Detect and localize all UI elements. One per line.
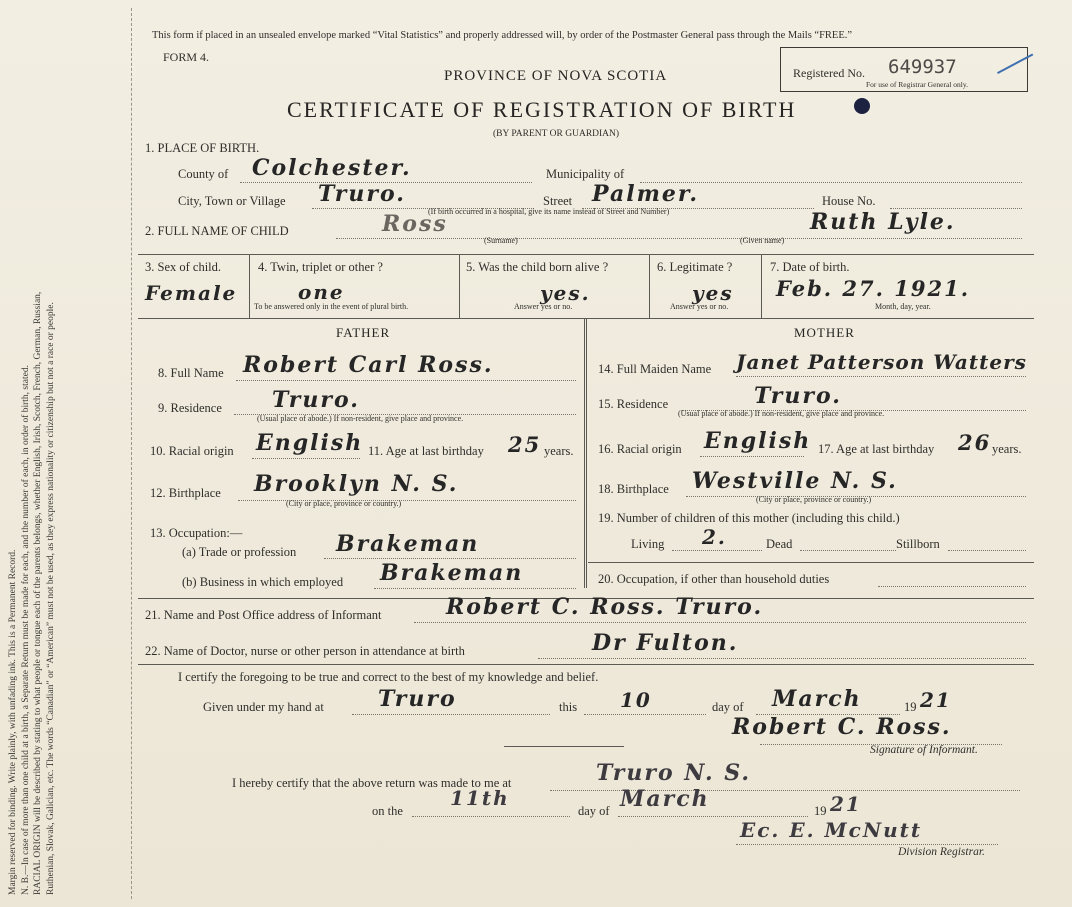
child-name-line [336, 238, 1022, 239]
mother-years: years. [992, 442, 1022, 456]
reg-month-line [618, 816, 808, 817]
given-place-line [352, 714, 550, 715]
dayof-label: day of [712, 700, 744, 714]
reg-month: March [620, 786, 710, 812]
certificate-title: CERTIFICATE OF REGISTRATION OF BIRTH [287, 97, 797, 122]
reg-place: Truro N. S. [596, 760, 752, 786]
place-of-birth-heading: 1. PLACE OF BIRTH. [145, 141, 260, 155]
reg-day-line [412, 816, 570, 817]
row-divider [138, 254, 1034, 255]
col-divider-4 [761, 254, 762, 318]
col-divider-1 [249, 254, 250, 318]
informant-signature: Robert C. Ross. [732, 714, 952, 740]
form-number: FORM 4. [163, 50, 210, 64]
mother-res: Truro. [754, 383, 842, 409]
mother-res-note: (Usual place of abode.) If non-resident, give place and province. [678, 409, 885, 418]
mother-bp: Westville N. S. [692, 468, 898, 494]
sex-label: 3. Sex of child. [145, 260, 222, 274]
parents-divider [584, 318, 587, 588]
living-value: 2. [702, 525, 727, 549]
father-bp-label: 12. Birthplace [150, 486, 221, 500]
cert-year: 21 [920, 688, 952, 712]
father-race-label: 10. Racial origin [150, 444, 234, 458]
father-res-note: (Usual place of abode.) If non-resident, give place and province. [257, 414, 464, 423]
on-the-label: on the [372, 804, 403, 818]
dead-label: Dead [766, 537, 793, 551]
father-race-line [252, 458, 360, 459]
mother-heading: MOTHER [794, 325, 855, 340]
margin-line-1: Margin reserved for binding. Write plainly, with unfading ink. This is a Permanent Record. [8, 549, 18, 895]
signature-label: Signature of Informant. [870, 744, 978, 756]
registered-number: 649937 [888, 56, 957, 78]
business-line [374, 588, 576, 589]
registrar-certify-text: I hereby certify that the above return was made to me at [232, 776, 512, 790]
certificate-subtitle: (BY PARENT OR GUARDIAN) [493, 129, 620, 139]
col-divider-3 [649, 254, 650, 318]
mother-name-label: 14. Full Maiden Name [598, 362, 712, 376]
doctor-line [538, 658, 1026, 659]
margin-line-2: N. B.—In case of more than one child at a birth, a Separate Return must be made for each, and the number of each, in order of birth, stated. [20, 365, 31, 895]
mother-age: 26 [958, 430, 992, 455]
given-place: Truro [378, 686, 457, 712]
mother-race-line [700, 456, 804, 457]
binding-margin-line [131, 8, 132, 899]
twin-label: 4. Twin, triplet or other ? [258, 260, 383, 274]
reg-day: 11th [450, 786, 510, 810]
trade-value: Brakeman [336, 531, 480, 557]
reg-year: 21 [830, 792, 862, 816]
surname-note: (Surname) [484, 236, 518, 245]
col-divider-2 [459, 254, 460, 318]
registered-label: Registered No. [793, 66, 865, 80]
doctor-value: Dr Fulton. [592, 630, 739, 656]
registrar-label: Division Registrar. [898, 846, 985, 858]
province-heading: PROVINCE OF NOVA SCOTIA [444, 68, 668, 84]
city-label: City, Town or Village [178, 194, 286, 208]
reg-year-prefix: 19 [814, 804, 827, 818]
city-value: Truro. [318, 181, 406, 207]
hospital-note: (If birth occurred in a hospital, give its name instead of Street and Number) [428, 207, 670, 216]
stillborn-label: Stillborn [896, 537, 940, 551]
sex-value: Female [145, 281, 238, 305]
mother-res-label: 15. Residence [598, 397, 669, 411]
father-name-line [236, 380, 576, 381]
father-age: 25 [508, 432, 542, 457]
reg-dayof-label: day of [578, 804, 610, 818]
informant-value: Robert C. Ross. Truro. [446, 594, 764, 620]
father-age-label: 11. Age at last birthday [368, 444, 484, 458]
certify-text: I certify the foregoing to be true and correct to the best of my knowledge and belief. [178, 670, 599, 684]
county-label: County of [178, 167, 229, 181]
margin-line-3: RACIAL ORIGIN will be described by stating to what people or tongue each of the parents belongs, whether English, Irish, Scotch, French, German, Russian, [33, 291, 43, 895]
doctor-label: 22. Name of Doctor, nurse or other person in attendance at birth [145, 644, 465, 658]
mother-age-label: 17. Age at last birthday [818, 442, 935, 456]
cert-divider [138, 664, 1034, 665]
this-label: this [559, 700, 578, 714]
registrar-use-note: For use of Registrar General only. [866, 80, 968, 89]
dob-note: Month, day, year. [875, 302, 931, 311]
living-label: Living [631, 537, 665, 551]
father-bp-note: (City or place, province or country.) [286, 499, 402, 508]
margin-line-4: Ruthenian, Slovak, Galician, etc. The words “Canadian” or “American” must not be used, as they express nationality or citizenship but not a race or people. [45, 302, 56, 895]
father-race: English [256, 430, 364, 456]
child-given-name: Ruth Lyle. [810, 209, 956, 235]
cert-day: 10 [620, 688, 652, 712]
municipality-label: Municipality of [546, 167, 625, 181]
child-name-label: 2. FULL NAME OF CHILD [145, 224, 289, 238]
registrar-signature: Ec. E. McNutt [740, 818, 923, 842]
legitimate-label: 6. Legitimate ? [657, 260, 733, 274]
mother-bp-note: (City or place, province or country.) [756, 495, 872, 504]
post-notice: This form if placed in an unsealed envelope marked “Vital Statistics” and properly addressed will, by order of the Postmaster General pass through the Mails “FREE.” [152, 30, 853, 41]
trade-label: (a) Trade or profession [182, 545, 297, 559]
twin-note: To be answered only in the event of plural birth. [254, 302, 409, 311]
margin-instructions [7, 15, 57, 895]
father-heading: FATHER [336, 325, 391, 340]
father-res-label: 9. Residence [158, 401, 222, 415]
trade-line [324, 558, 576, 559]
mother-name-line [736, 376, 1026, 377]
mother-race-label: 16. Racial origin [598, 442, 682, 456]
given-label: Given under my hand at [203, 700, 324, 714]
twin-value: one [298, 280, 345, 304]
year-prefix: 19 [904, 700, 917, 714]
street-label: Street [543, 194, 573, 208]
legitimate-note: Answer yes or no. [670, 302, 729, 311]
informant-line [414, 622, 1026, 623]
mother-bp-label: 18. Birthplace [598, 482, 669, 496]
day-line [584, 714, 706, 715]
living-line [672, 550, 762, 551]
father-res: Truro. [272, 387, 360, 413]
business-value: Brakeman [380, 560, 524, 586]
father-occ-label: 13. Occupation:— [150, 526, 243, 540]
mother-name: Janet Patterson Watters [736, 350, 1027, 374]
legitimate-value: yes [692, 281, 734, 305]
dob-label: 7. Date of birth. [770, 260, 850, 274]
given-note: (Given name) [740, 236, 785, 245]
father-name: Robert Carl Ross. [243, 352, 494, 378]
father-years: years. [544, 444, 574, 458]
child-surname: Ross [382, 211, 448, 237]
alive-note: Answer yes or no. [514, 302, 573, 311]
mother-occ-line [878, 586, 1026, 587]
registrar-line [736, 844, 998, 845]
mother-occ-label: 20. Occupation, if other than household duties [598, 572, 830, 586]
father-name-label: 8. Full Name [158, 366, 224, 380]
mother-occ-divider [588, 562, 1034, 563]
children-label: 19. Number of children of this mother (including this child.) [598, 511, 900, 525]
mother-race: English [704, 428, 812, 454]
informant-label: 21. Name and Post Office address of Informant [145, 608, 382, 622]
business-label: (b) Business in which employed [182, 575, 344, 589]
street-value: Palmer. [592, 181, 700, 207]
stillborn-line [948, 550, 1026, 551]
signature-left-line [504, 746, 624, 747]
binding-hole [854, 98, 870, 114]
dob-value: Feb. 27. 1921. [776, 276, 971, 301]
cert-month: March [772, 686, 862, 712]
house-label: House No. [822, 194, 876, 208]
alive-value: yes. [540, 281, 591, 305]
alive-label: 5. Was the child born alive ? [466, 260, 609, 274]
dead-line [800, 550, 896, 551]
county-value: Colchester. [252, 155, 412, 181]
father-bp: Brooklyn N. S. [254, 471, 459, 497]
